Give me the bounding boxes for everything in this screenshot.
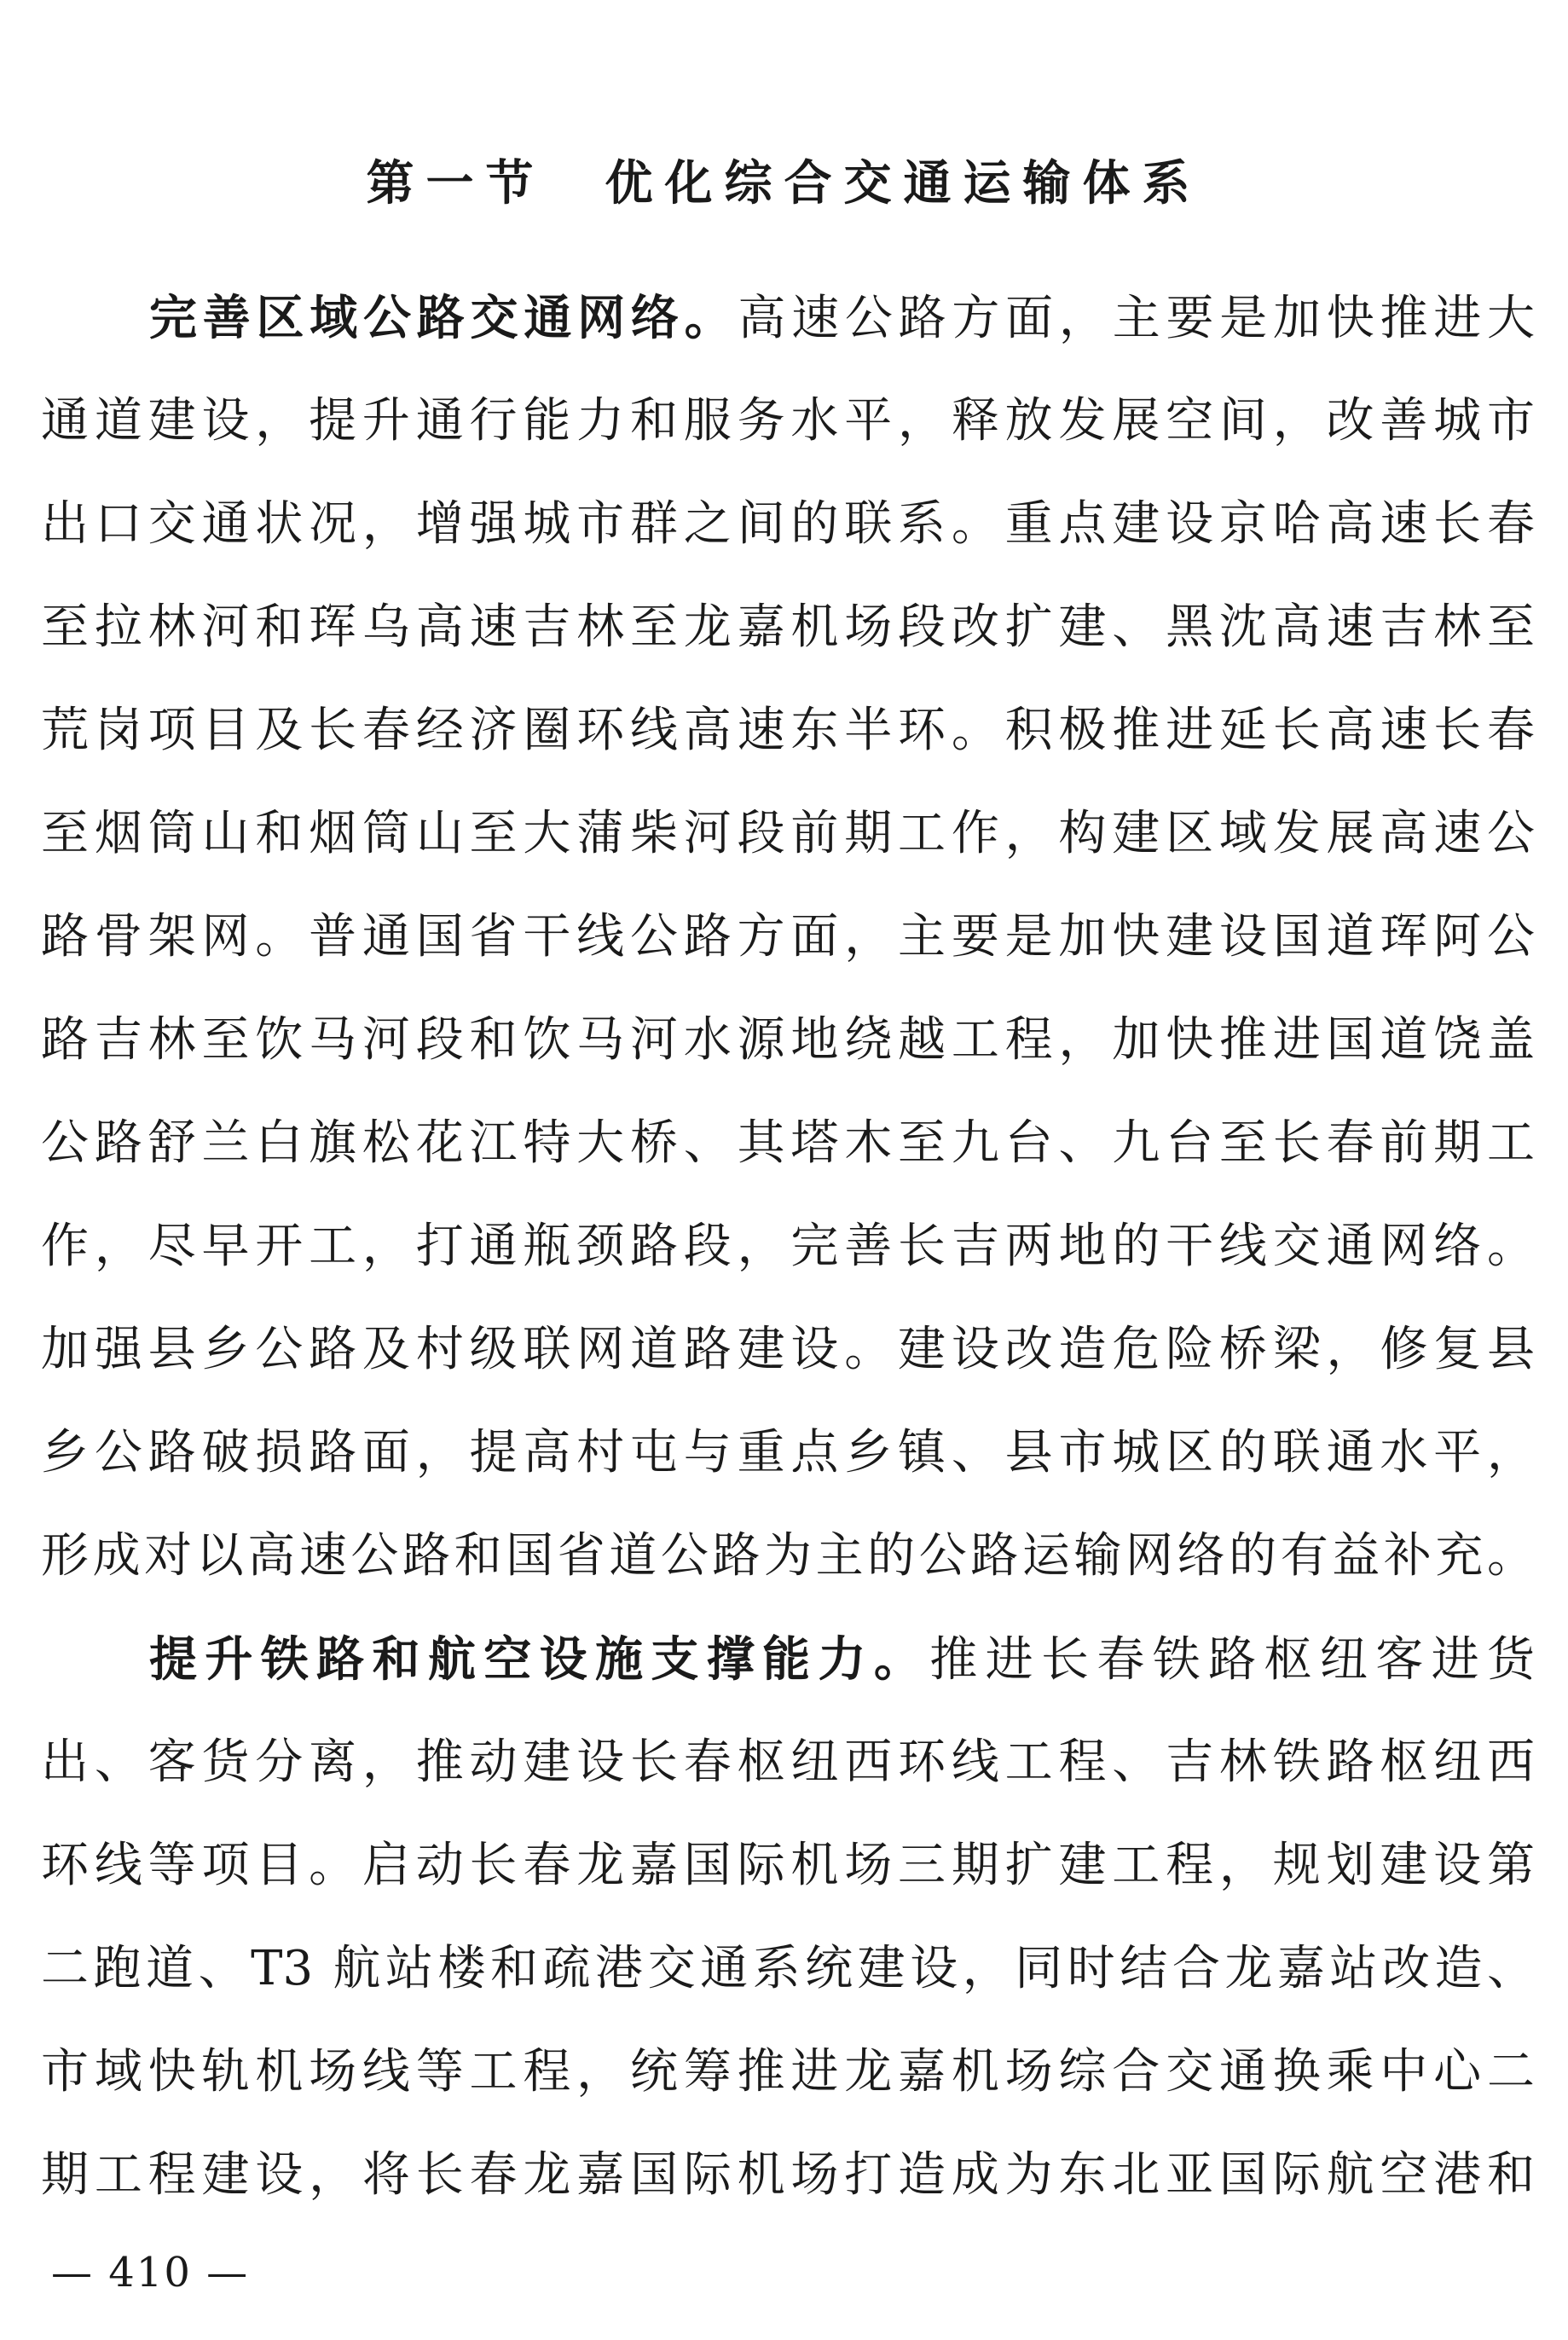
paragraph-line: 环线等项目。启动长春龙嘉国际机场三期扩建工程，规划建设第 (41, 1838, 1535, 1893)
paragraph-text: 推进长春铁路枢纽客进货 (929, 1632, 1535, 1688)
paragraph-line: 乡公路破损路面，提高村屯与重点乡镇、县市城区的联通水平， (41, 1425, 1535, 1480)
paragraph-line (41, 275, 1535, 379)
paragraph-line: 二跑道、T3 航站楼和疏港交通系统建设，同时结合龙嘉站改造、 (41, 1941, 1535, 1996)
paragraph-line: 形成对以高速公路和国省道公路为主的公路运输网络的有益补充。 (41, 1528, 1535, 1584)
paragraph-line: 荒岗项目及长春经济圈环线高速东半环。积极推进延长高速长春 (41, 703, 1535, 758)
paragraph-line: 至烟筒山和烟筒山至大蒲柴河段前期工作，构建区域发展高速公 (41, 806, 1535, 861)
paragraph-line: 公路舒兰白旗松花江特大桥、其塔木至九台、九台至长春前期工 (41, 1115, 1535, 1171)
paragraph-lead: 提升铁路和航空设施支撑能力。 (149, 1631, 930, 1688)
paragraph-line: 出、客货分离，推动建设长春枢纽西环线工程、吉林铁路枢纽西 (41, 1735, 1535, 1790)
paragraph-line: 至拉林河和珲乌高速吉林至龙嘉机场段改扩建、黑沈高速吉林至 (41, 599, 1535, 655)
paragraph-line: 路骨架网。普通国省干线公路方面，主要是加快建设国道珲阿公 (41, 909, 1535, 964)
paragraph-line: 作，尽早开工，打通瓶颈路段，完善长吉两地的干线交通网络。 (41, 1219, 1535, 1274)
page-number: — 410 — (51, 2249, 250, 2297)
paragraph-line: 路吉林至饮马河段和饮马河水源地绕越工程，加快推进国道饶盖 (41, 1012, 1535, 1068)
paragraph-text: 高速公路方面，主要是加快推进大 (738, 291, 1535, 346)
section-title: 第一节 优化综合交通运输体系 (366, 155, 1202, 211)
paragraph-line (41, 1617, 1535, 1720)
paragraph-line: 通道建设，提升通行能力和服务水平，释放发展空间，改善城市 (41, 393, 1535, 449)
body-text (41, 275, 1535, 2236)
paragraph-line: 期工程建设，将长春龙嘉国际机场打造成为东北亚国际航空港和 (41, 2147, 1535, 2203)
paragraph-line: 市域快轨机场线等工程，统筹推进龙嘉机场综合交通换乘中心二 (41, 2044, 1535, 2100)
paragraph-line: 加强县乡公路及村级联网道路建设。建设改造危险桥梁，修复县 (41, 1322, 1535, 1377)
paragraph-lead: 完善区域公路交通网络。 (149, 290, 738, 346)
paragraph-line: 出口交通状况，增强城市群之间的联系。重点建设京哈高速长春 (41, 496, 1535, 552)
